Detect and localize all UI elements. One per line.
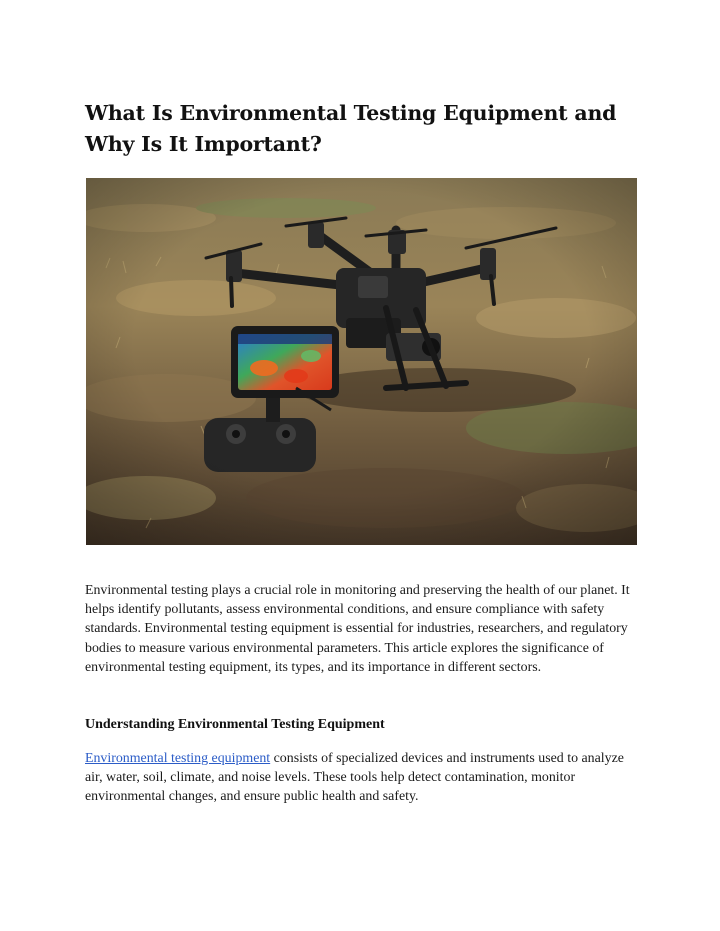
title-line-1: What Is Environmental Testing Equipment and (85, 101, 617, 125)
title-line-2: Why Is It Important? (85, 132, 322, 156)
drone-photo-icon (86, 178, 637, 545)
intro-paragraph: Environmental testing plays a crucial role in monitoring and preserving the health of our planet. It helps identify pollutants, assess environmental conditions, and ensure compliance with safety standards. Environmental testing equipment is essential for industries, researchers, and regulatory bodies to measure various environmental parameters. This article explores the significance of environmental testing equipment, its types, and its importance in different sectors. (85, 583, 630, 675)
section-paragraph (85, 749, 641, 807)
section-heading: Understanding Environmental Testing Equipment (85, 717, 385, 732)
section-paragraph-text: consists of specialized devices and instruments used to analyze air, water, soil, climate, and noise levels. These tools help detect contamination, monitor environmental changes, and ensure public health and safety. (85, 751, 624, 805)
page-title (85, 98, 645, 160)
hero-image (86, 178, 637, 545)
environmental-testing-equipment-link[interactable]: Environmental testing equipment (85, 751, 271, 766)
